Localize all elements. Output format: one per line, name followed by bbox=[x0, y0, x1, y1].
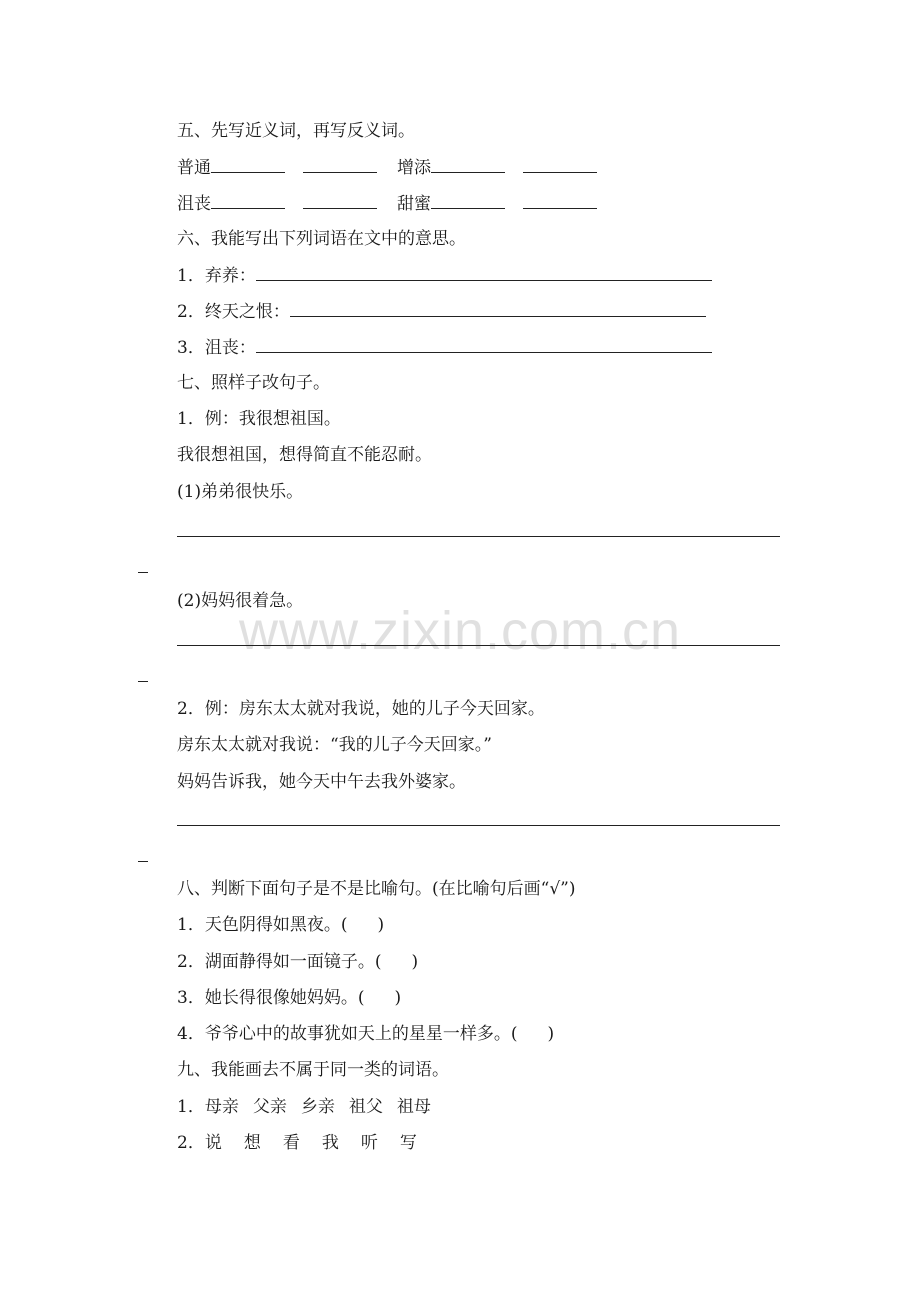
simile-question-4: 4．爷爷心中的故事犹如天上的星星一样多。( ) bbox=[177, 1024, 555, 1044]
word-tianmi: 甜蜜 bbox=[397, 194, 431, 214]
example-1: 1．例：我很想祖国。 bbox=[177, 409, 341, 429]
synonym-antonym-row-2 bbox=[177, 192, 597, 215]
synonym-blank[interactable] bbox=[431, 156, 505, 173]
antonym-blank[interactable] bbox=[303, 156, 377, 173]
dash-mark bbox=[138, 572, 148, 573]
answer-line[interactable] bbox=[177, 536, 780, 537]
word-item[interactable]: 祖父 bbox=[348, 1097, 383, 1117]
word-item[interactable]: 写 bbox=[399, 1133, 417, 1153]
meaning-blank[interactable] bbox=[256, 264, 712, 281]
sentence-3: 妈妈告诉我，她今天中午去我外婆家。 bbox=[177, 772, 466, 792]
synonym-blank[interactable] bbox=[431, 192, 505, 209]
word-group-1: 1．母亲 父亲 乡亲 祖父 祖母 bbox=[177, 1097, 431, 1117]
meaning-label: 2．终天之恨： bbox=[177, 302, 290, 322]
word-group-2: 2．说 想 看 我 听 写 bbox=[177, 1133, 417, 1153]
simile-question-2: 2．湖面静得如一面镜子。( ) bbox=[177, 952, 419, 972]
example-1-answer: 我很想祖国，想得简直不能忍耐。 bbox=[177, 445, 432, 465]
example-2: 2．例：房东太太就对我说，她的儿子今天回家。 bbox=[177, 699, 545, 719]
answer-line[interactable] bbox=[177, 825, 780, 826]
meaning-row-1 bbox=[177, 264, 712, 287]
section-9-title: 九、我能画去不属于同一类的词语。 bbox=[177, 1060, 449, 1080]
section-7-title: 七、照样子改句子。 bbox=[177, 373, 330, 393]
antonym-blank[interactable] bbox=[523, 192, 597, 209]
meaning-row-2 bbox=[177, 300, 706, 323]
word-putong: 普通 bbox=[177, 158, 211, 178]
antonym-blank[interactable] bbox=[303, 192, 377, 209]
sentence-2: (2)妈妈很着急。 bbox=[177, 591, 304, 611]
simile-question-3: 3．她长得很像她妈妈。( ) bbox=[177, 988, 402, 1008]
word-item[interactable]: 我 bbox=[321, 1133, 339, 1153]
sentence-1: (1)弟弟很快乐。 bbox=[177, 482, 304, 502]
dash-mark bbox=[138, 861, 148, 862]
example-2-answer: 房东太太就对我说：“我的儿子今天回家。” bbox=[177, 735, 492, 755]
simile-question-1: 1．天色阴得如黑夜。( ) bbox=[177, 915, 385, 935]
word-item[interactable]: 母亲 bbox=[204, 1097, 239, 1117]
word-item[interactable]: 想 bbox=[243, 1133, 261, 1153]
synonym-antonym-row-1 bbox=[177, 156, 597, 179]
meaning-blank[interactable] bbox=[256, 336, 712, 353]
word-item[interactable]: 祖母 bbox=[396, 1097, 431, 1117]
word-item[interactable]: 听 bbox=[360, 1133, 378, 1153]
meaning-label: 1．弃养： bbox=[177, 266, 256, 286]
answer-line[interactable] bbox=[177, 645, 780, 646]
word-jusang: 沮丧 bbox=[177, 194, 211, 214]
synonym-blank[interactable] bbox=[211, 156, 285, 173]
meaning-row-3 bbox=[177, 336, 712, 359]
meaning-label: 3．沮丧： bbox=[177, 338, 256, 358]
section-5-title: 五、先写近义词，再写反义词。 bbox=[177, 121, 415, 141]
word-item[interactable]: 父亲 bbox=[252, 1097, 287, 1117]
word-zengtian: 增添 bbox=[397, 158, 431, 178]
dash-mark bbox=[138, 681, 148, 682]
section-8-title: 八、判断下面句子是不是比喻句。(在比喻句后画“√”) bbox=[177, 879, 576, 899]
meaning-blank[interactable] bbox=[290, 300, 706, 317]
antonym-blank[interactable] bbox=[523, 156, 597, 173]
word-item[interactable]: 乡亲 bbox=[300, 1097, 335, 1117]
watermark: www.zixin.com.cn bbox=[238, 601, 682, 661]
synonym-blank[interactable] bbox=[211, 192, 285, 209]
section-6-title: 六、我能写出下列词语在文中的意思。 bbox=[177, 229, 466, 249]
word-item[interactable]: 说 bbox=[204, 1133, 222, 1153]
word-item[interactable]: 看 bbox=[282, 1133, 300, 1153]
